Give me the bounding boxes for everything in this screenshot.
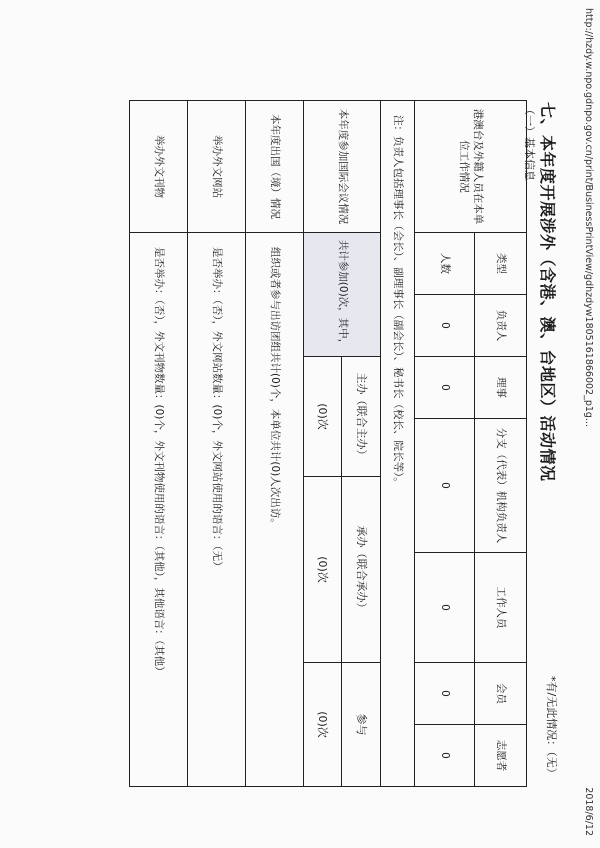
print-url: http://hzdy.w.npo.gdnpo.gov.cn/print/BusinessPrintView/gdhzdyw1805161866002_p1g... [583, 8, 594, 428]
print-date: 2018/6/12 [583, 787, 594, 836]
conference-total: 共计参加(0)次，其中， [304, 233, 381, 357]
section-title: 七、本年度开展涉外（含港、澳、台地区）活动情况 [538, 102, 557, 482]
count-cell: 0 [415, 357, 475, 419]
count-header: 人数 [415, 233, 475, 295]
count-cell: 0 [415, 295, 475, 357]
column-header: 负责人 [475, 295, 527, 357]
column-header: 理事 [475, 357, 527, 419]
column-header: 志愿者 [475, 725, 527, 787]
subsection-title: （一）基本信息 [523, 104, 536, 181]
publication-label: 举办外文刊物 [130, 101, 188, 233]
conference-co-label: 承办（联合承办） [342, 477, 381, 663]
print-header [574, 0, 600, 848]
visit-text: 组织或者参与出访团组共计(0)个，本单位共计(0)人次出访。 [246, 233, 304, 787]
table-row [246, 101, 304, 787]
count-cell: 0 [415, 725, 475, 787]
conference-label: 本年度参加国际会议情况 [304, 101, 381, 233]
website-text: 是否举办：（否），外文网站数量：(0)个，外文网站使用的语言：（无） [188, 233, 246, 787]
visit-label: 本年度出国（境）情况 [246, 101, 304, 233]
column-header: 会员 [475, 663, 527, 725]
table-row [342, 101, 381, 787]
conference-host-value: (0)次 [304, 357, 342, 477]
column-header: 分支（代表）机构负责人 [475, 419, 527, 553]
type-header: 类型 [475, 233, 527, 295]
foreign-activities-table [129, 100, 527, 787]
count-cell: 0 [415, 553, 475, 663]
personnel-label: 港澳台及外籍人员在本单位工作情况 [415, 101, 527, 233]
conference-attend-value: (0)次 [304, 663, 342, 787]
conference-co-value: (0)次 [304, 477, 342, 663]
table-row [381, 101, 415, 787]
count-cell: 0 [415, 419, 475, 553]
conference-host-label: 主办（联合主办） [342, 357, 381, 477]
status-note: *有/无此情况：（无） [545, 676, 558, 779]
count-cell: 0 [415, 663, 475, 725]
table-row [475, 101, 527, 787]
conference-attend-label: 参与 [342, 663, 381, 787]
column-header: 工作人员 [475, 553, 527, 663]
website-label: 举办外文网站 [188, 101, 246, 233]
table-row [188, 101, 246, 787]
footnote: 注：负责人包括理事长（会长）、副理事长（副会长）、秘书长（校长、院长等）。 [381, 101, 415, 787]
table-row [130, 101, 188, 787]
publication-text: 是否举办：（否），外文刊物数量：(0)个，外文刊物使用的语言：（其他），其他语言：（其他） [130, 233, 188, 787]
